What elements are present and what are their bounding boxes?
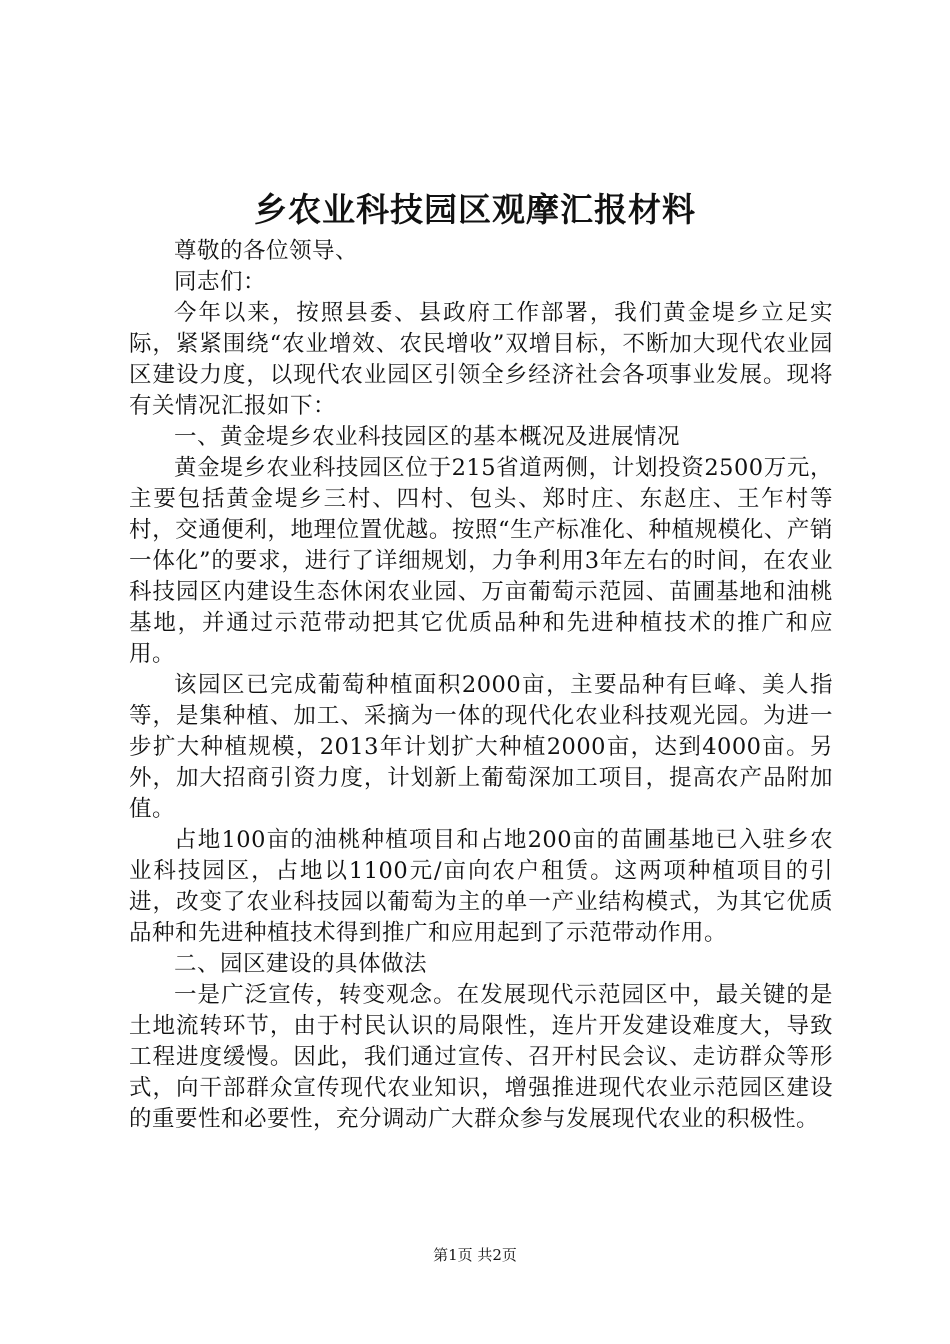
body-paragraph: 黄金堤乡农业科技园区位于215省道两侧，计划投资2500万元，主要包括黄金堤乡三村、四村、包头、郑时庄、东赵庄、王乍村等村，交通便利，地理位置优越。按照“生产标准化、种植规模化、产销一体化”的要求，进行了详细规划，力争利用3年左右的时间，在农业科技园区内建设生态休闲农业园、万亩葡萄示范园、苗圃基地和油桃基地，并通过示范带动把其它优质品种和先进种植技术的推广和应用。 bbox=[129, 455, 833, 667]
section-heading-1: 一、黄金堤乡农业科技园区的基本概况及进展情况 bbox=[174, 424, 681, 450]
body-paragraph: 一是广泛宣传，转变观念。在发展现代示范园区中，最关键的是土地流转环节，由于村民认识的局限性，连片开发建设难度大，导致工程进度缓慢。因此，我们通过宣传、召开村民会议、走访群众等形式，向干部群众宣传现代农业知识，增强推进现代农业示范园区建设的重要性和必要性，充分调动广大群众参与发展现代农业的积极性。 bbox=[129, 982, 833, 1132]
section-heading-2: 二、园区建设的具体做法 bbox=[174, 951, 428, 977]
page-footer: 第1页 共2页 bbox=[433, 1246, 517, 1264]
salutation-line-1: 尊敬的各位领导、 bbox=[174, 238, 359, 264]
body-paragraph: 该园区已完成葡萄种植面积2000亩，主要品种有巨峰、美人指等，是集种植、加工、采摘为一体的现代化农业科技观光园。为进一步扩大种植规模，2013年计划扩大种植2000亩，达到4000亩。另外，加大招商引资力度，计划新上葡萄深加工项目，提高农产品附加值。 bbox=[129, 672, 833, 822]
intro-paragraph: 今年以来，按照县委、县政府工作部署，我们黄金堤乡立足实际，紧紧围绕“农业增效、农民增收”双增目标，不断加大现代农业园区建设力度，以现代农业园区引领全乡经济社会各项事业发展。现将有关情况汇报如下： bbox=[129, 300, 833, 419]
document-title: 乡农业科技园区观摩汇报材料 bbox=[254, 190, 696, 229]
salutation-line-2: 同志们： bbox=[174, 269, 267, 295]
body-paragraph: 占地100亩的油桃种植项目和占地200亩的苗圃基地已入驻乡农业科技园区，占地以1100元/亩向农户租赁。这两项种植项目的引进，改变了农业科技园以葡萄为主的单一产业结构模式，为其它优质品种和先进种植技术得到推广和应用起到了示范带动作用。 bbox=[129, 827, 833, 946]
document-body bbox=[129, 236, 833, 1135]
